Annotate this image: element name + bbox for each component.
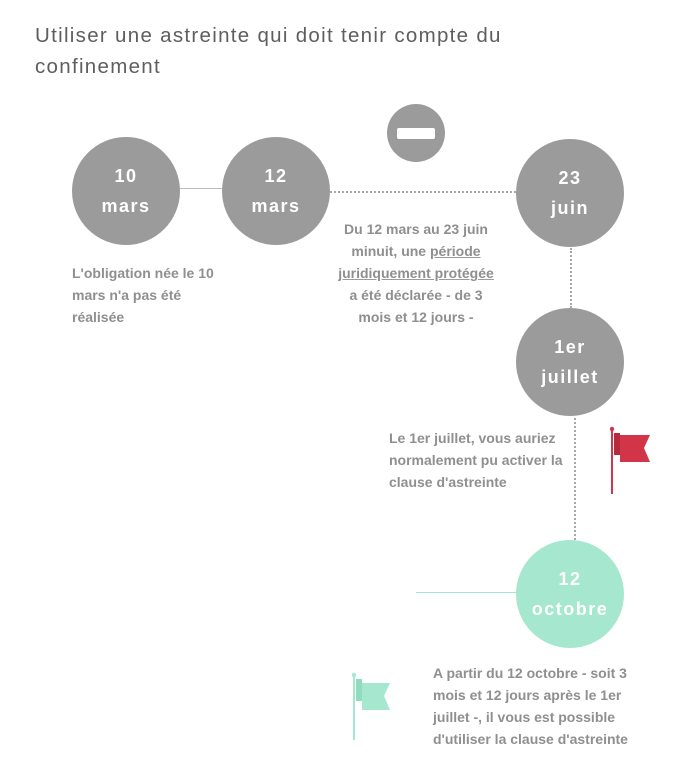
node-10-mars [72,137,180,245]
node-12-octobre [516,540,624,648]
node-12-mars-month: mars [251,196,301,216]
node-23-juin-month: juin [551,198,589,218]
node-23-juin-day: 23 [558,168,582,188]
node-23-juin [516,139,624,247]
connector-12mars-23juin [330,191,520,193]
connector-10mars-12mars [180,188,224,189]
node-10-mars-day: 10 [114,166,138,186]
node-12-mars-day: 12 [264,166,288,186]
note-periode-protegee [336,218,496,328]
connector-23juin-1erjuillet [570,248,572,308]
node-12-mars [222,137,330,245]
note-12-octobre: A partir du 12 octobre - soit 3 mois et 12 jours après le 1er juillet -, il vous est possible d'utiliser la clause d'astreinte [433,665,628,747]
periode-juridique-link[interactable]: période juridiquement protégée [338,243,494,281]
node-10-mars-month: mars [101,196,151,216]
node-12-octobre-day: 12 [558,569,582,589]
node-1er-juillet [516,308,624,416]
node-12-octobre-month: octobre [531,599,609,619]
node-1er-juillet-day: 1er [554,337,586,357]
minus-icon [387,104,445,162]
flag-icon-red [606,424,650,494]
flag-icon-green [348,670,392,740]
connector-1erjuillet-12octobre [574,418,576,540]
page-title: Utiliser une astreinte qui doit tenir compte du confinement [35,24,502,78]
note-1er-juillet: Le 1er juillet, vous auriez normalement pu activer la clause d'astreinte [389,430,563,490]
note-periode-after: a été déclarée - de 3 mois et 12 jours - [349,287,483,325]
note-periode-before: Du 12 mars au 23 juin minuit, une [344,221,488,259]
connector-12octobre [416,592,520,593]
note-obligation: L'obligation née le 10 mars n'a pas été réalisée [72,265,214,325]
node-1er-juillet-month: juillet [541,367,599,387]
